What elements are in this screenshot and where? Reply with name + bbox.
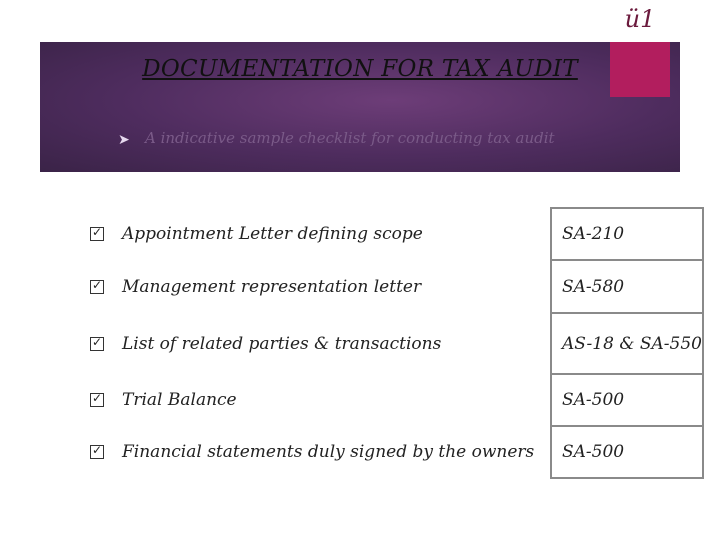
arrow-bullet-icon: ➤	[118, 132, 130, 148]
reference-cell: AS-18 & SA-550	[551, 313, 703, 374]
checklist-item-label: List of related parties & transactions	[122, 333, 442, 354]
checked-checkbox-icon	[90, 445, 104, 459]
checked-checkbox-icon	[90, 393, 104, 407]
slide-subtitle: A indicative sample checklist for conducting tax audit	[145, 129, 555, 147]
checked-checkbox-icon	[90, 337, 104, 351]
reference-cell: SA-500	[551, 426, 703, 478]
slide-title: DOCUMENTATION FOR TAX AUDIT	[142, 56, 578, 82]
table-row	[90, 374, 703, 426]
checklist-item-label: Trial Balance	[122, 390, 237, 410]
checklist-table	[90, 207, 704, 479]
checklist-item-label: Financial statements duly signed by the owners	[122, 442, 535, 462]
checklist-item-label: Appointment Letter defining scope	[122, 224, 423, 244]
reference-cell: SA-210	[551, 208, 703, 260]
reference-cell: SA-500	[551, 374, 703, 426]
reference-cell: SA-580	[551, 260, 703, 313]
checklist-item-label: Management representation letter	[122, 276, 422, 297]
checked-checkbox-icon	[90, 227, 104, 241]
table-row	[90, 313, 703, 374]
table-row	[90, 426, 703, 478]
checked-checkbox-icon	[90, 280, 104, 294]
table-row	[90, 260, 703, 313]
table-row	[90, 208, 703, 260]
corner-mark: ü1	[624, 5, 656, 33]
